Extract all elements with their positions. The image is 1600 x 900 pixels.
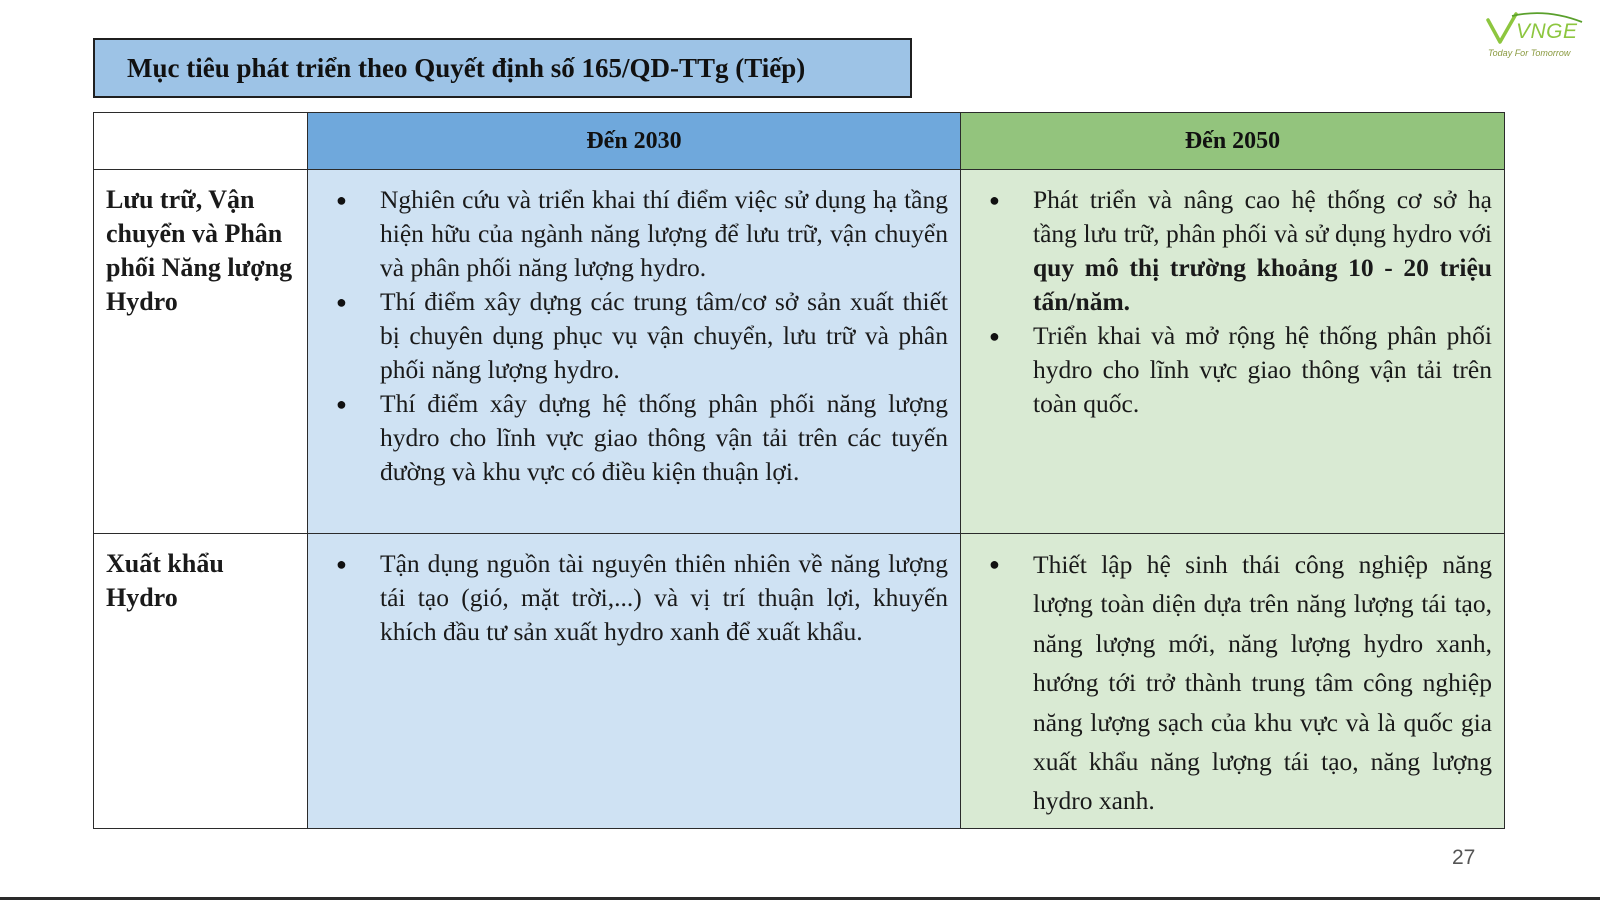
logo-text: VNGE	[1516, 20, 1578, 43]
slide-title	[93, 38, 912, 98]
row-label-storage	[94, 170, 308, 534]
bullet-list	[961, 170, 1504, 421]
bullet-list	[308, 170, 960, 489]
page-number: 27	[1452, 846, 1476, 869]
targets-table	[93, 112, 1505, 829]
table-row	[94, 170, 1505, 534]
list-item: ● Thí điểm xây dựng hệ thống phân phối năng lượng hydro cho lĩnh vực giao thông vận tải trên các tuyến đường và khu vực có điều kiện thuận lợi.	[380, 387, 948, 489]
vnge-logo	[1478, 12, 1596, 62]
table-header-row	[94, 113, 1505, 170]
cell-storage-2030	[308, 170, 961, 534]
list-item	[1033, 183, 1492, 319]
cell-export-2030	[308, 534, 961, 829]
bullet-list	[961, 534, 1504, 821]
slide-title-text: Mục tiêu phát triển theo Quyết định số 165/QD-TTg (Tiếp)	[127, 52, 806, 83]
cell-storage-2050	[961, 170, 1505, 534]
list-item: ● Tận dụng nguồn tài nguyên thiên nhiên về năng lượng tái tạo (gió, mặt trời,...) và vị trí thuận lợi, khuyến khích đầu tư sản xuất hydro xanh để xuất khẩu.	[380, 547, 948, 649]
cell-export-2050	[961, 534, 1505, 829]
list-item-text: Phát triển và nâng cao hệ thống cơ sở hạ tầng lưu trữ, phân phối và sử dụng hydro với	[1033, 185, 1492, 248]
logo-tagline: Today For Tomorrow	[1488, 48, 1571, 58]
header-2030: Đến 2030	[308, 113, 961, 170]
row-label-text: Xuất khẩu Hydro	[106, 549, 224, 612]
bullet-list	[308, 534, 960, 649]
header-empty	[94, 113, 308, 170]
table-row	[94, 534, 1505, 829]
list-item: ● Thí điểm xây dựng các trung tâm/cơ sở sản xuất thiết bị chuyên dụng phục vụ vận chuyển, lưu trữ và phân phối năng lượng hydro.	[380, 285, 948, 387]
market-scale-highlight: quy mô thị trường khoảng 10 - 20 triệu tấn/năm.	[1033, 253, 1492, 316]
row-label-text: Lưu trữ, Vận chuyển và Phân phối Năng lượng Hydro	[106, 185, 293, 316]
list-item: ● Thiết lập hệ sinh thái công nghiệp năng lượng toàn diện dựa trên năng lượng tái tạo, năng lượng mới, năng lượng hydro xanh, hướng tới trở thành trung tâm công nghiệp năng lượng sạch của khu vực và là quốc gia xuất khẩu năng lượng tái tạo, năng lượng hydro xanh.	[1033, 545, 1492, 821]
list-item: ● Triển khai và mở rộng hệ thống phân phối hydro cho lĩnh vực giao thông vận tải trên toàn quốc.	[1033, 319, 1492, 421]
header-2050: Đến 2050	[961, 113, 1505, 170]
list-item: ● Nghiên cứu và triển khai thí điểm việc sử dụng hạ tầng hiện hữu của ngành năng lượng để lưu trữ, vận chuyển và phân phối năng lượng hydro.	[380, 183, 948, 285]
row-label-export	[94, 534, 308, 829]
